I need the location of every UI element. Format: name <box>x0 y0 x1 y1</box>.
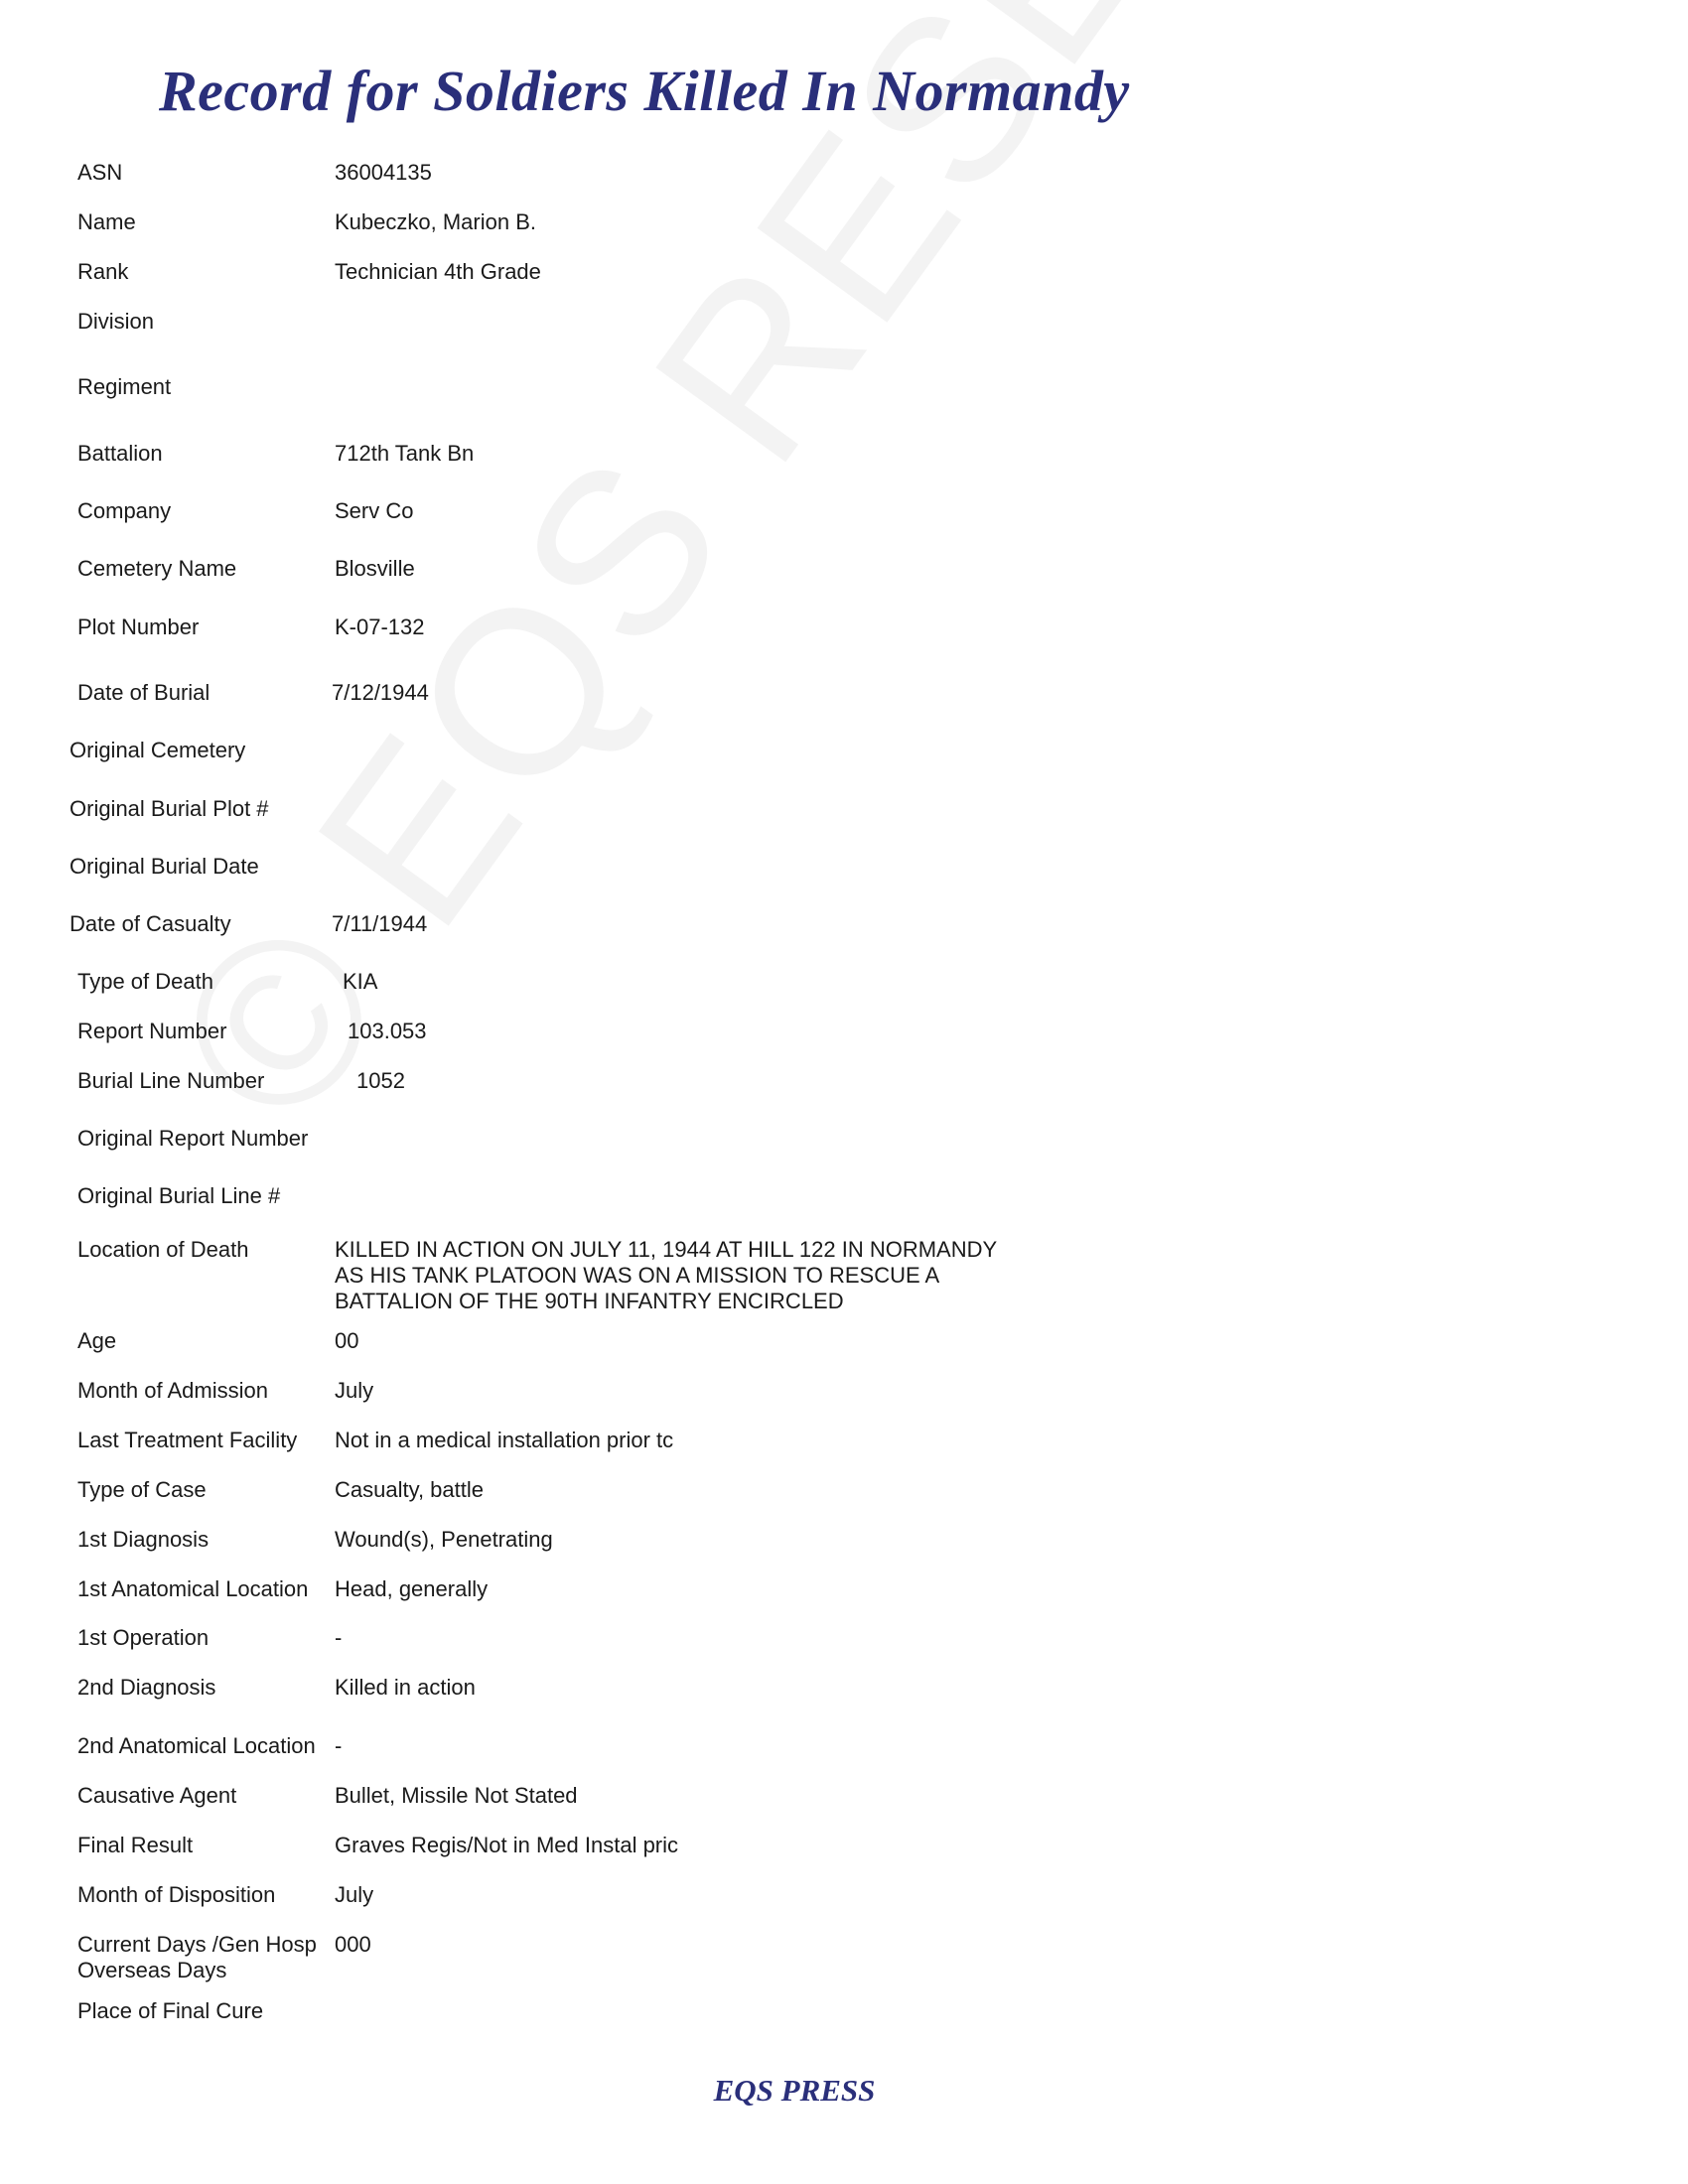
causative-agent-label: Causative Agent <box>77 1783 237 1808</box>
anatomical-location-1-value: Head, generally <box>335 1576 489 1601</box>
type-of-case-value: Casualty, battle <box>335 1477 485 1502</box>
operation-1-label: 1st Operation <box>77 1625 210 1650</box>
diagnosis-1-label: 1st Diagnosis <box>77 1527 210 1552</box>
date-of-burial-label: Date of Burial <box>77 680 211 705</box>
rank-value: Technician 4th Grade <box>335 259 541 284</box>
burial-line-number-label: Burial Line Number <box>77 1068 265 1093</box>
anatomical-location-2-label: 2nd Anatomical Location <box>77 1733 316 1758</box>
asn-value: 36004135 <box>335 160 432 185</box>
age-label: Age <box>77 1328 117 1353</box>
rank-label: Rank <box>77 259 129 284</box>
anatomical-location-1-label: 1st Anatomical Location <box>77 1576 309 1601</box>
regiment-label: Regiment <box>77 374 172 399</box>
place-of-final-cure-label: Place of Final Cure <box>77 1998 264 2023</box>
causative-agent-value: Bullet, Missile Not Stated <box>335 1783 578 1808</box>
final-result-value: Graves Regis/Not in Med Instal pric <box>335 1833 679 1857</box>
cemetery-name-value: Blosville <box>335 556 415 581</box>
report-number-label: Report Number <box>77 1019 227 1043</box>
type-of-death-label: Type of Death <box>77 969 213 994</box>
month-of-admission-label: Month of Admission <box>77 1378 268 1403</box>
month-of-admission-value: July <box>335 1378 374 1403</box>
month-of-disposition-label: Month of Disposition <box>77 1882 276 1907</box>
current-days-value: 000 <box>335 1932 371 1957</box>
diagnosis-2-value: Killed in action <box>335 1675 476 1700</box>
diagnosis-1-value: Wound(s), Penetrating <box>335 1527 553 1552</box>
diagnosis-2-label: 2nd Diagnosis <box>77 1675 216 1700</box>
location-of-death-value: KILLED IN ACTION ON JULY 11, 1944 AT HILL 122 IN NORMANDY AS HIS TANK PLATOON WAS ON A MISSION TO RESCUE A BATTALION OF THE 90TH INFANTRY ENCIRCLED <box>335 1237 997 1313</box>
battalion-value: 712th Tank Bn <box>335 441 475 466</box>
report-number-value: 103.053 <box>348 1019 427 1043</box>
company-label: Company <box>77 498 172 523</box>
name-value: Kubeczko, Marion B. <box>335 209 536 234</box>
date-of-casualty-label: Date of Casualty <box>70 911 231 936</box>
original-cemetery-label: Original Cemetery <box>70 738 246 762</box>
asn-label: ASN <box>77 160 123 185</box>
burial-line-number-value: 1052 <box>356 1068 405 1093</box>
cemetery-name-label: Cemetery Name <box>77 556 237 581</box>
current-days-label: Current Days /Gen Hosp <box>77 1932 317 1957</box>
original-burial-line-label: Original Burial Line # <box>77 1183 281 1208</box>
age-value: 00 <box>335 1328 359 1353</box>
last-treatment-facility-value: Not in a medical installation prior tc <box>335 1428 674 1452</box>
month-of-disposition-value: July <box>335 1882 374 1907</box>
type-of-case-label: Type of Case <box>77 1477 207 1502</box>
anatomical-location-2-value: - <box>335 1733 343 1758</box>
battalion-label: Battalion <box>77 441 163 466</box>
footer-publisher: EQS PRESS <box>713 2073 876 2108</box>
original-burial-plot-label: Original Burial Plot # <box>70 796 269 821</box>
division-label: Division <box>77 309 155 334</box>
plot-number-value: K-07-132 <box>335 614 425 639</box>
location-of-death-label: Location of Death <box>77 1237 249 1262</box>
name-label: Name <box>77 209 136 234</box>
last-treatment-facility-label: Last Treatment Facility <box>77 1428 298 1452</box>
overseas-days-label: Overseas Days <box>77 1958 227 1982</box>
final-result-label: Final Result <box>77 1833 194 1857</box>
operation-1-value: - <box>335 1625 343 1650</box>
page-title: Record for Soldiers Killed In Normandy <box>159 59 1130 123</box>
original-report-number-label: Original Report Number <box>77 1126 309 1151</box>
plot-number-label: Plot Number <box>77 614 200 639</box>
company-value: Serv Co <box>335 498 414 523</box>
date-of-casualty-value: 7/11/1944 <box>332 911 428 936</box>
type-of-death-value: KIA <box>343 969 378 994</box>
date-of-burial-value: 7/12/1944 <box>332 680 429 705</box>
original-burial-date-label: Original Burial Date <box>70 854 259 879</box>
